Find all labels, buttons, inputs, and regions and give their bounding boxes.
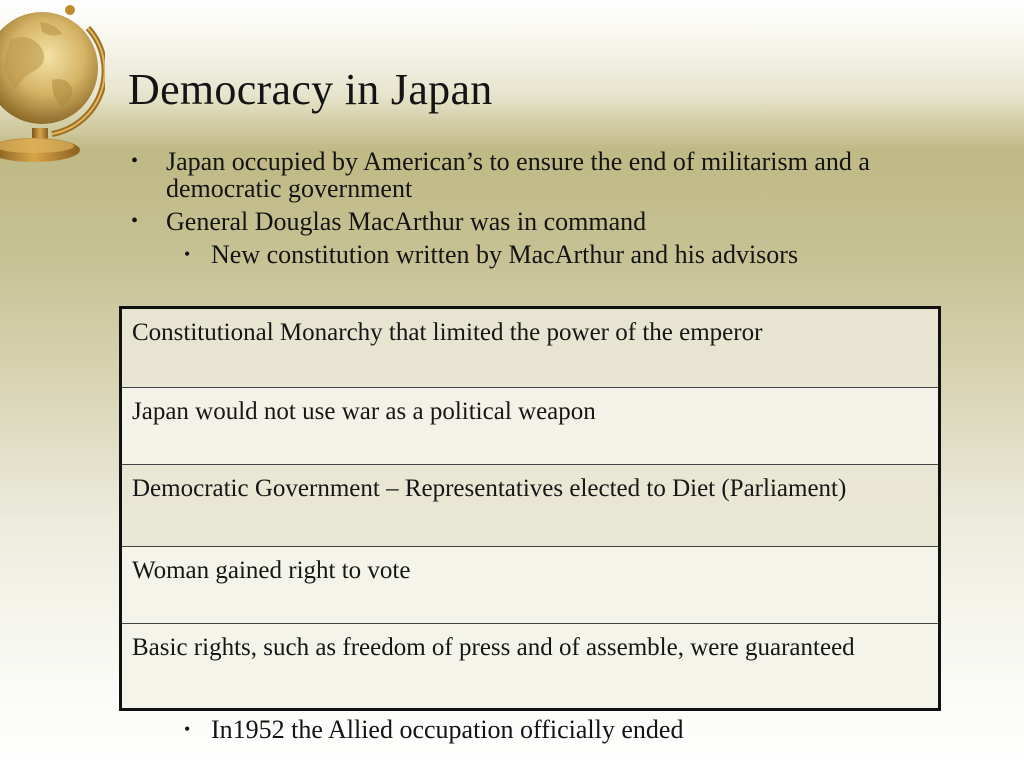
table-row [121,465,940,547]
bullet-occupation-ended: • In1952 the Allied occupation officially ended [128,716,918,743]
table-row [121,547,940,624]
bullet-constitution: • New constitution written by MacArthur and his advisors [128,241,918,268]
bullet-macarthur: • General Douglas MacArthur was in command [128,208,918,235]
table-cell: Democratic Government – Representatives elected to Diet (Parliament) [121,465,940,547]
table-row [121,308,940,388]
bullet-list-end [128,716,918,743]
globe-icon [0,0,105,170]
table-cell: Basic rights, such as freedom of press and of assemble, were guaranteed [121,624,940,710]
table-row [121,388,940,465]
bullet-occupation: • Japan occupied by American’s to ensure the end of militarism and a democratic government [128,148,918,202]
table-cell: Japan would not use war as a political weapon [121,388,940,465]
slide-title: Democracy in Japan [128,65,493,114]
table-row [121,624,940,710]
bullet-list [128,148,918,268]
constitution-table [119,306,941,711]
table-cell: Constitutional Monarchy that limited the power of the emperor [121,308,940,388]
table-cell: Woman gained right to vote [121,547,940,624]
